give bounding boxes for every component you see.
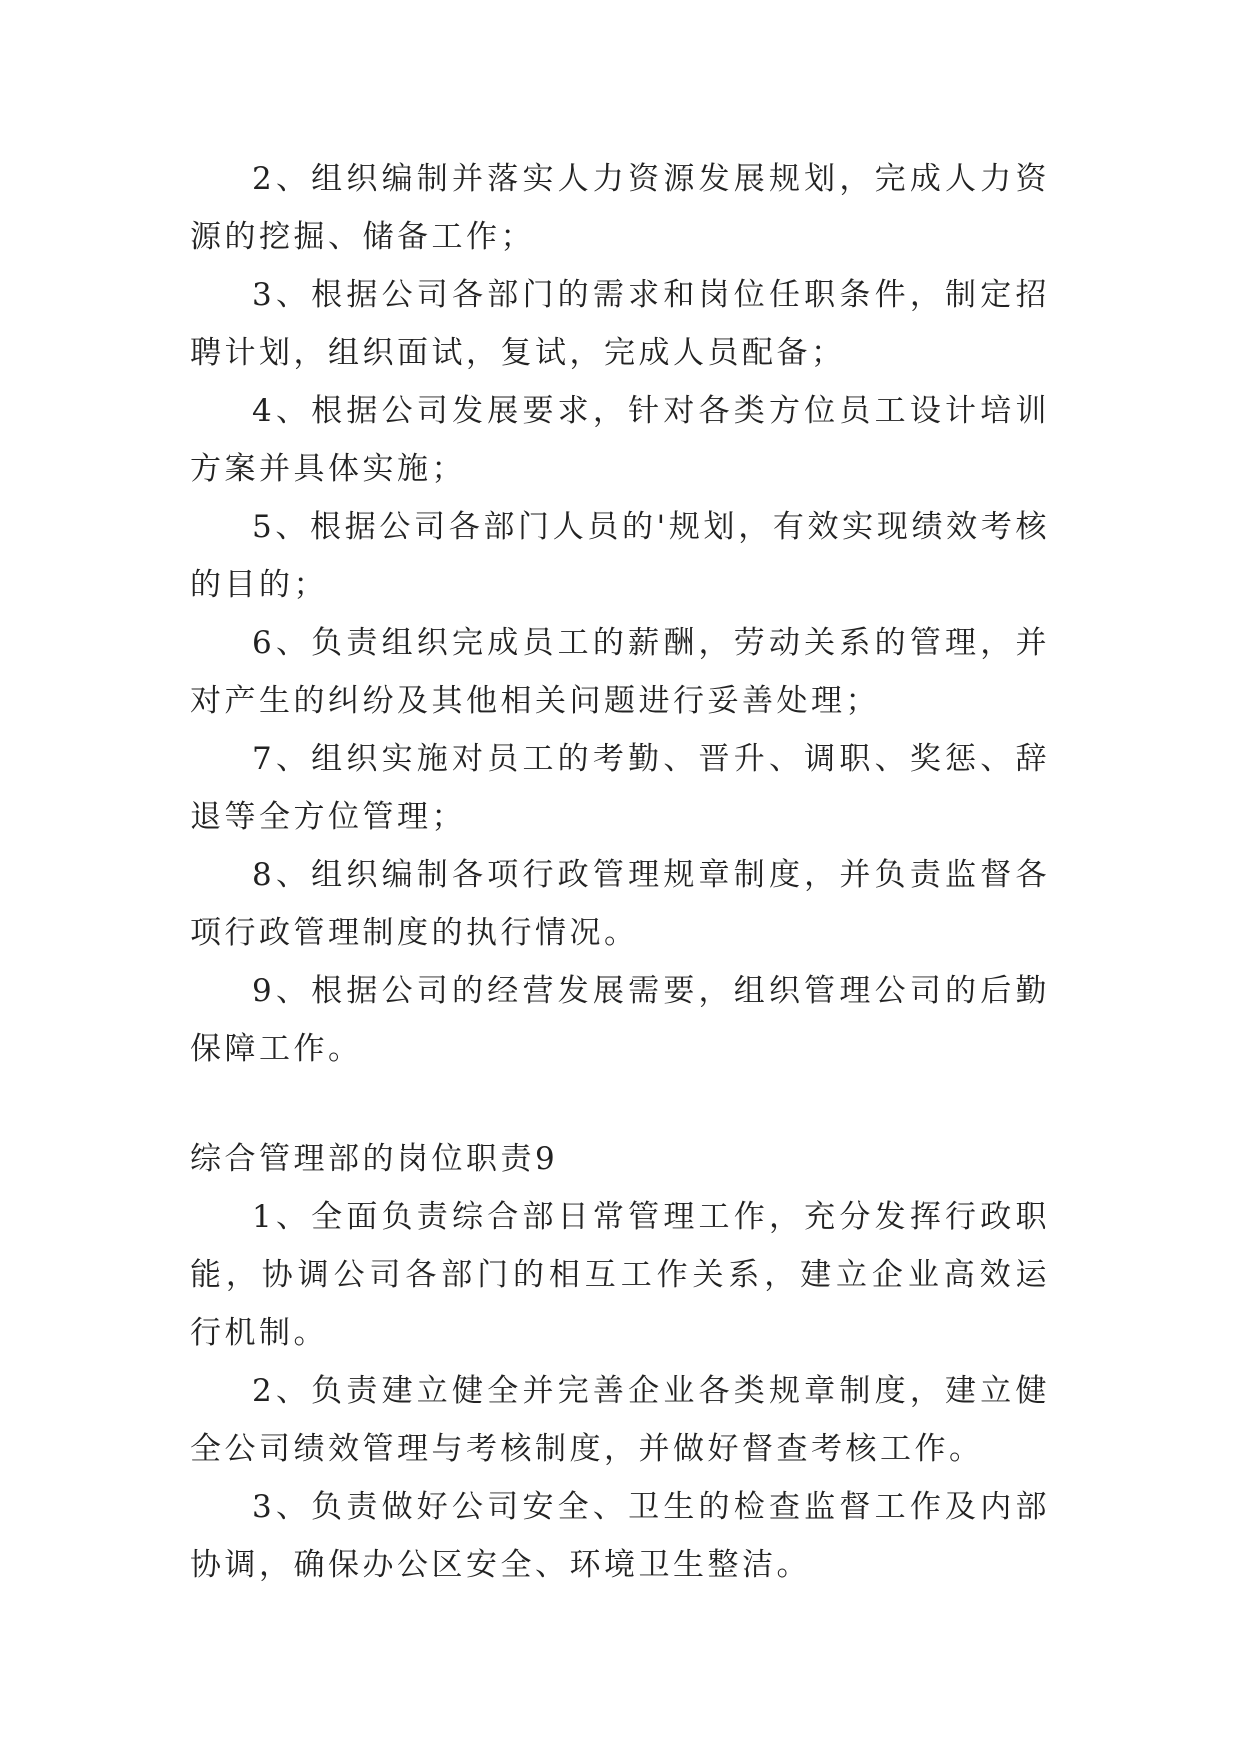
paragraph-section9-duty-1: 1、全面负责综合部日常管理工作，充分发挥行政职能，协调公司各部门的相互工作关系，建立企业高效运行机制。 xyxy=(190,1199,1050,1351)
paragraph-duty-4: 4、根据公司发展要求，针对各类方位员工设计培训方案并具体实施； xyxy=(190,393,1050,487)
paragraph-duty-8: 8、组织编制各项行政管理规章制度，并负责监督各项行政管理制度的执行情况。 xyxy=(190,857,1050,951)
paragraph-section9-duty-3: 3、负责做好公司安全、卫生的检查监督工作及内部协调，确保办公区安全、环境卫生整洁。 xyxy=(190,1489,1050,1583)
paragraph-duty-6: 6、负责组织完成员工的薪酬，劳动关系的管理，并对产生的纠纷及其他相关问题进行妥善处理； xyxy=(190,625,1050,719)
paragraph-duty-9: 9、根据公司的经营发展需要，组织管理公司的后勤保障工作。 xyxy=(190,973,1050,1067)
paragraph-duty-3: 3、根据公司各部门的需求和岗位任职条件，制定招聘计划，组织面试，复试，完成人员配备； xyxy=(190,277,1050,371)
paragraph-section9-duty-2: 2、负责建立健全并完善企业各类规章制度，建立健全公司绩效管理与考核制度，并做好督查考核工作。 xyxy=(190,1373,1050,1467)
document-body xyxy=(190,150,1050,1594)
paragraph-duty-7: 7、组织实施对员工的考勤、晋升、调职、奖惩、辞退等全方位管理； xyxy=(190,741,1050,835)
section-heading: 综合管理部的岗位职责9 xyxy=(190,1141,559,1177)
paragraph-duty-2: 2、组织编制并落实人力资源发展规划，完成人力资源的挖掘、储备工作； xyxy=(190,161,1050,255)
paragraph-duty-5: 5、根据公司各部门人员的'规划，有效实现绩效考核的目的； xyxy=(190,509,1050,603)
